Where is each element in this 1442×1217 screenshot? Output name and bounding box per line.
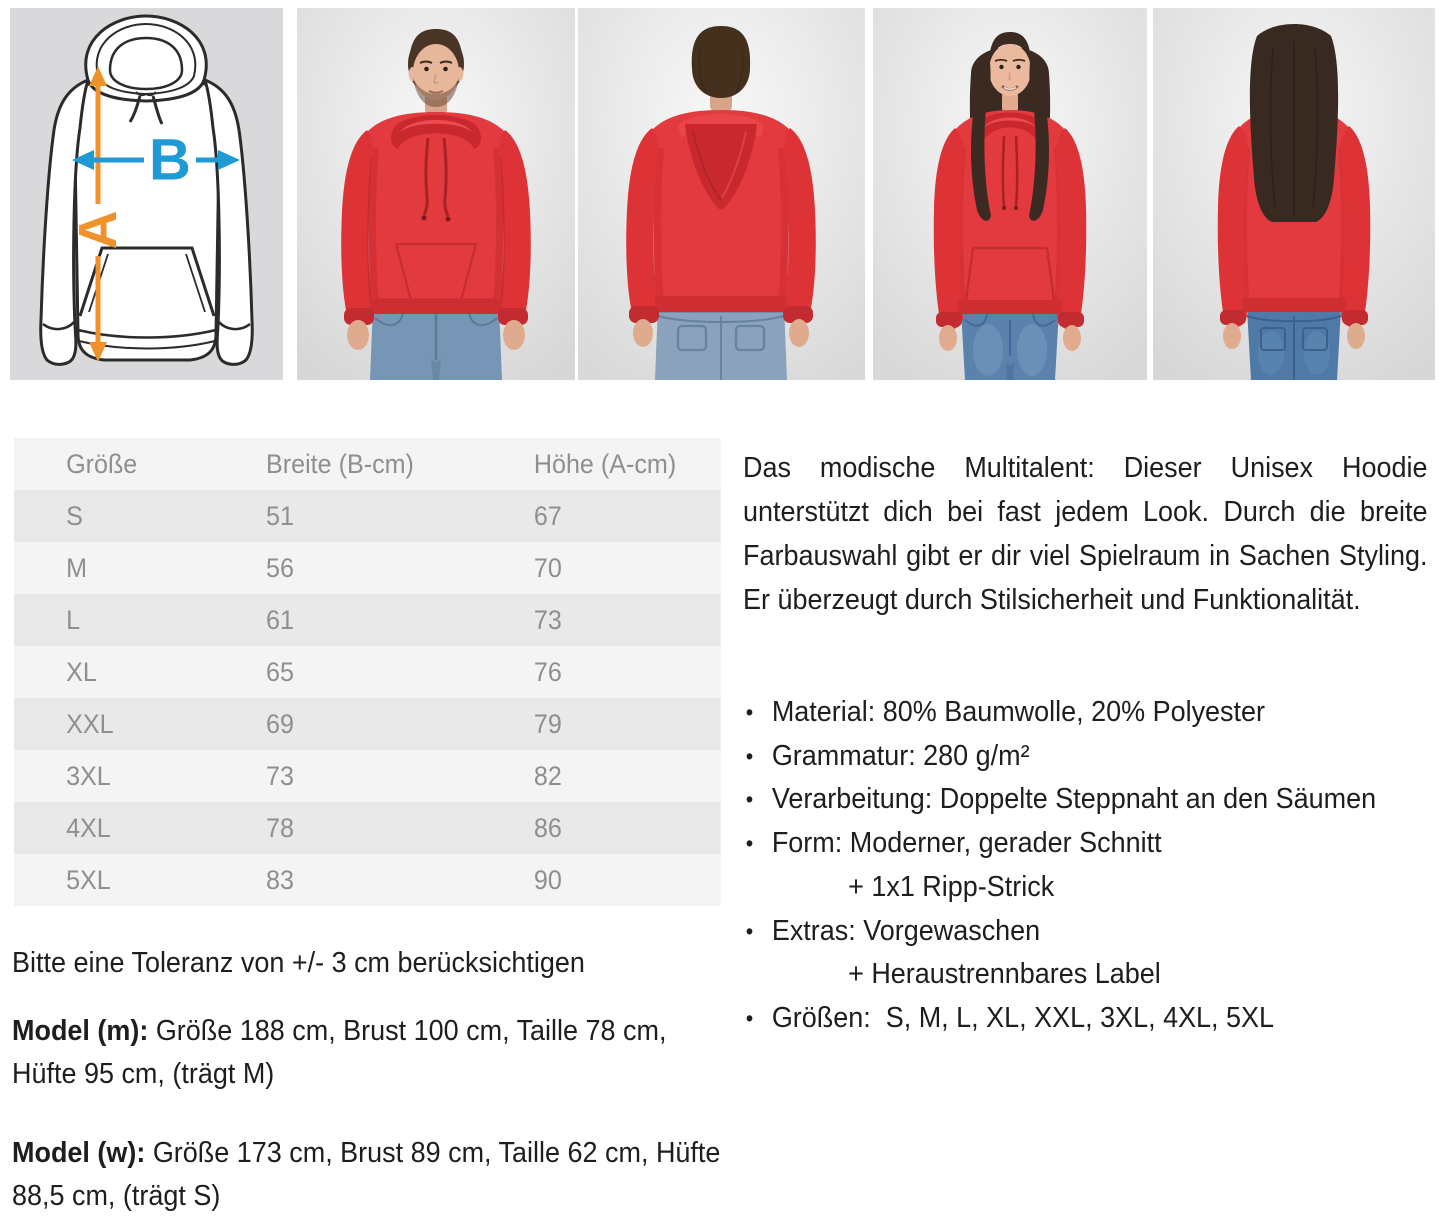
detail-text: Grammatur: 280 g/m² xyxy=(771,739,1030,772)
detail-text: Extras: Vorgewaschen xyxy=(771,914,1041,947)
bullet-icon: • xyxy=(745,699,754,725)
detail-text: Verarbeitung: Doppelte Steppnaht an den Säumen xyxy=(771,783,1377,816)
model-w-info xyxy=(12,1132,723,1217)
male-front-illustration xyxy=(297,8,575,380)
list-item xyxy=(743,910,1431,954)
jeans xyxy=(370,304,502,380)
cell-size: 4XL xyxy=(66,812,111,843)
model-w-label: Model (w): xyxy=(12,1137,146,1169)
red-hoodie-female-front xyxy=(934,110,1087,329)
list-item xyxy=(743,822,1431,866)
cell-hoehe: 70 xyxy=(533,552,562,583)
jeans-back xyxy=(655,304,787,380)
cell-breite: 51 xyxy=(266,500,294,531)
cell-breite: 56 xyxy=(266,552,294,583)
female-front-illustration xyxy=(873,8,1147,380)
left-hand xyxy=(939,325,957,351)
cell-breite: 83 xyxy=(266,864,294,895)
cell-breite: 61 xyxy=(266,604,294,635)
table-row xyxy=(14,490,721,542)
table-row xyxy=(14,698,721,750)
female-back-illustration xyxy=(1153,8,1435,380)
list-item xyxy=(743,735,1431,779)
cell-size: XL xyxy=(66,656,97,687)
cell-breite: 69 xyxy=(266,708,294,739)
col-header-groesse: Größe xyxy=(66,448,138,479)
cell-hoehe: 67 xyxy=(533,500,562,531)
cell-size: M xyxy=(66,552,88,583)
photo-male-back[interactable] xyxy=(578,8,865,380)
bullet-icon: • xyxy=(745,1004,754,1031)
red-hoodie-back xyxy=(626,110,816,323)
list-item xyxy=(743,778,1431,822)
male-back-illustration xyxy=(578,8,865,380)
bullet-icon: • xyxy=(745,917,754,944)
cell-hoehe: 82 xyxy=(533,760,562,791)
table-row xyxy=(14,646,721,698)
cell-hoehe: 79 xyxy=(533,708,562,739)
col-header-breite: Breite (B-cm) xyxy=(266,448,414,479)
detail-text: Größen: S, M, L, XL, XXL, 3XL, 4XL, 5XL xyxy=(771,1001,1275,1034)
table-row xyxy=(14,542,721,594)
size-table-header xyxy=(14,438,721,490)
product-details-list xyxy=(743,691,1431,1041)
cell-hoehe: 73 xyxy=(533,604,562,635)
hood-opening xyxy=(110,38,182,89)
photo-female-back[interactable] xyxy=(1153,8,1435,380)
bullet-icon: • xyxy=(745,830,754,857)
height-label-a: A xyxy=(68,210,128,250)
right-hand xyxy=(503,320,525,350)
photo-male-front[interactable] xyxy=(297,8,575,380)
bullet-icon: • xyxy=(745,742,754,769)
product-description: Das modische Multitalent: Dieser Unisex Hoodie unterstützt dich bei fast jedem Look. Durch die breite Farbauswahl gibt er dir viel Spielraum in Sachen Styling. Er überzeugt durch Stilsicherheit und Funktionalität. xyxy=(743,452,1428,616)
cell-size: L xyxy=(66,604,81,635)
table-row xyxy=(14,594,721,646)
table-row xyxy=(14,750,721,802)
jeans-back-female xyxy=(1247,308,1341,380)
detail-text: Material: 80% Baumwolle, 20% Polyester xyxy=(771,696,1266,728)
photo-female-front[interactable] xyxy=(873,8,1147,380)
right-hand xyxy=(1347,323,1365,349)
left-hand xyxy=(633,319,653,347)
cell-size: 5XL xyxy=(66,864,111,895)
left-hand xyxy=(347,320,369,350)
model-w-text: Größe 173 cm, Brust 89 cm, Taille 62 cm, Hüfte 88,5 cm, (trägt S) xyxy=(12,1137,721,1212)
model-m-text: Größe 188 cm, Brust 100 cm, Taille 78 cm, Hüfte 95 cm, (trägt M) xyxy=(12,1015,667,1090)
col-header-hoehe: Höhe (A-cm) xyxy=(533,448,677,479)
detail-subline: + Heraustrennbares Label xyxy=(848,958,1161,991)
cell-size: 3XL xyxy=(66,760,111,791)
cell-hoehe: 90 xyxy=(533,864,562,895)
right-hand xyxy=(1063,325,1081,351)
cell-size: XXL xyxy=(66,708,114,739)
table-row xyxy=(14,854,721,906)
detail-subline: + 1x1 Ripp-Strick xyxy=(848,870,1055,903)
size-diagram-image[interactable] xyxy=(10,8,283,380)
size-table xyxy=(14,438,721,906)
hoodie-measure-diagram xyxy=(10,8,283,380)
cell-breite: 65 xyxy=(266,656,294,687)
cell-breite: 73 xyxy=(266,760,294,791)
left-hand xyxy=(1223,323,1241,349)
model-m-label: Model (m): xyxy=(12,1015,149,1047)
detail-text: Form: Moderner, gerader Schnitt xyxy=(771,827,1162,860)
list-item xyxy=(743,691,1431,735)
cell-size: S xyxy=(66,500,83,531)
width-label-b: B xyxy=(149,127,191,193)
model-m-info xyxy=(12,1010,723,1096)
list-item xyxy=(743,997,1431,1041)
red-hoodie-front xyxy=(341,112,531,325)
tolerance-note: Bitte eine Toleranz von +/- 3 cm berücksichtigen xyxy=(12,947,585,979)
cell-hoehe: 76 xyxy=(533,656,562,687)
right-hand xyxy=(789,319,809,347)
table-row xyxy=(14,802,721,854)
jeans-skinny xyxy=(961,310,1059,380)
cell-breite: 78 xyxy=(266,812,294,843)
cell-hoehe: 86 xyxy=(533,812,562,843)
bullet-icon: • xyxy=(745,786,754,813)
female-hair-back-view xyxy=(1250,24,1338,222)
